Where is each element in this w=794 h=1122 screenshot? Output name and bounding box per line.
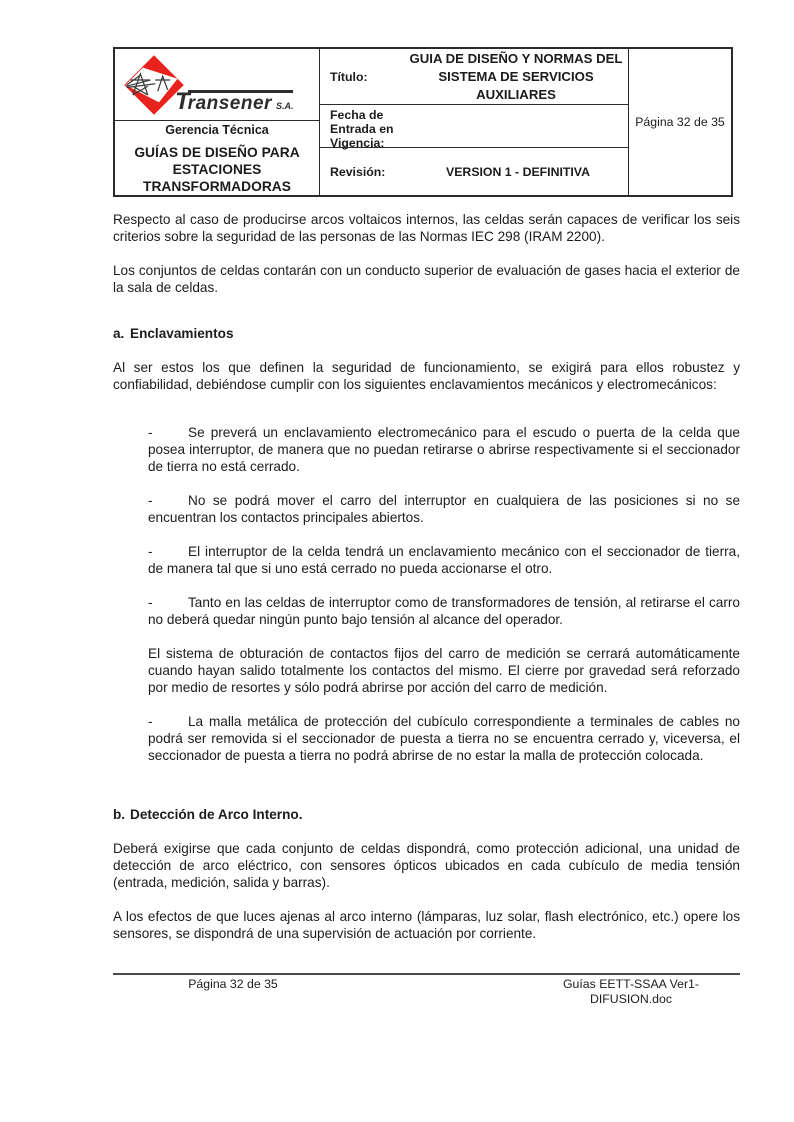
effective-date-row: [320, 104, 628, 150]
section-heading-a: [113, 325, 740, 342]
list-item: [148, 713, 740, 764]
list-item-text: No se podrá mover el carro del interruptor en cualquiera de las posiciones si no se encuentran los contactos principales abiertos.: [148, 493, 740, 525]
effective-date-label: Fecha de Entrada en Vigencia:: [330, 108, 394, 150]
header-org-cell: [115, 121, 319, 195]
transener-logo: [115, 49, 319, 121]
section-letter: a.: [113, 326, 125, 341]
body-paragraph: A los efectos de que luces ajenas al arco interno (lámparas, luz solar, flash electrónico, etc.) opere los sensores, se dispondrá de una supervisión de actuación por corriente.: [113, 909, 740, 941]
list-item-text: La malla metálica de protección del cubículo correspondiente a terminales de cables no podrá ser removida si el seccionador de puesta a tierra no se encuentra cerrado y, viceversa, el seccionador de puesta a tierra no podrá abrirse de no estar la malla de protección colocada.: [148, 714, 740, 763]
section-title: Enclavamientos: [130, 326, 234, 341]
title-label: Título:: [330, 69, 368, 84]
brand-suffix: S.A.: [275, 101, 294, 111]
footer-page-indicator: Página 32 de 35: [188, 977, 278, 991]
bullet-marker: -: [148, 425, 153, 440]
org-title: GUÍAS DE DISEÑO PARA ESTACIONES TRANSFORMADORAS: [134, 145, 300, 194]
section-title: Detección de Arco Interno.: [130, 807, 303, 822]
document-title: GUIA DE DISEÑO Y NORMAS DEL SISTEMA DE SERVICIOS AUXILIARES: [409, 50, 623, 102]
bullet-marker: -: [148, 714, 153, 729]
bullet-marker: -: [148, 544, 153, 559]
brand-rest: ransener: [187, 93, 272, 114]
header-middle-column: [320, 49, 629, 195]
revision-value: VERSION 1 - DEFINITIVA: [446, 164, 590, 179]
footer-doc-name-line2: DIFUSION.doc: [590, 992, 672, 1006]
page-footer: [113, 973, 740, 1007]
list-item-text: El interruptor de la celda tendrá un enclavamiento mecánico con el seccionador de tierra, de manera tal que si uno está cerrado no pueda accionarse el otro.: [148, 544, 740, 576]
document-body: [113, 211, 740, 942]
brand-initial: T: [175, 88, 190, 115]
list-item: [148, 594, 740, 628]
title-row: [320, 49, 628, 104]
body-paragraph: Deberá exigirse que cada conjunto de celdas dispondrá, como protección adicional, una unidad de detección de arco eléctrico, con sensores ópticos ubicados en cada cubículo de media tensión (entrada, medición, salida y barras).: [113, 841, 740, 890]
header-left-column: [115, 49, 320, 195]
revision-label: Revisión:: [330, 164, 386, 179]
section-heading-b: [113, 806, 740, 823]
header-page-indicator: Página 32 de 35: [635, 115, 725, 129]
bullet-marker: -: [148, 595, 153, 610]
body-paragraph: Al ser estos los que definen la seguridad de funcionamiento, se exigirá para ellos robustez y confiabilidad, debiéndose cumplir con los siguientes enclavamientos mecánicos y electromecánicos:: [113, 360, 740, 392]
document-header-table: [113, 47, 733, 197]
bullet-marker: -: [148, 493, 153, 508]
page-content: [113, 47, 740, 1007]
footer-doc-name-line1: Guías EETT-SSAA Ver1-: [562, 977, 699, 991]
transener-wordmark: [175, 90, 293, 115]
list-item: [148, 543, 740, 577]
list-item-text: Se preverá un enclavamiento electromecánico para el escudo o puerta de la celda que posea interruptor, de manera que no puedan retirarse o abrirse respectivamente si el seccionador de tierra no está cerrado.: [148, 425, 740, 474]
body-paragraph: Respecto al caso de producirse arcos voltaicos internos, las celdas serán capaces de verificar los seis criterios sobre la seguridad de las personas de las Normas IEC 298 (IRAM 2200).: [113, 212, 740, 244]
list-item: [148, 492, 740, 526]
effective-date-value: [408, 105, 628, 147]
division-label: Gerencia Técnica: [165, 123, 269, 137]
list-item: [148, 424, 740, 475]
revision-row: [320, 147, 628, 195]
list-item-text: Tanto en las celdas de interruptor como de transformadores de tensión, al retirarse el carro no deberá quedar ningún punto bajo tensión al alcance del operador.: [148, 595, 740, 627]
body-paragraph: Los conjuntos de celdas contarán con un conducto superior de evaluación de gases hacia el exterior de la sala de celdas.: [113, 263, 740, 295]
footer-doc-name: [522, 977, 740, 1007]
body-paragraph: El sistema de obturación de contactos fijos del carro de medición se cerrará automáticamente cuando hayan salido totalmente los contactos del mismo. El cierre por gravedad será reforzado por medio de resortes y sólo podrá abrirse por acción del carro de medición.: [148, 646, 740, 695]
section-letter: b.: [113, 807, 126, 822]
